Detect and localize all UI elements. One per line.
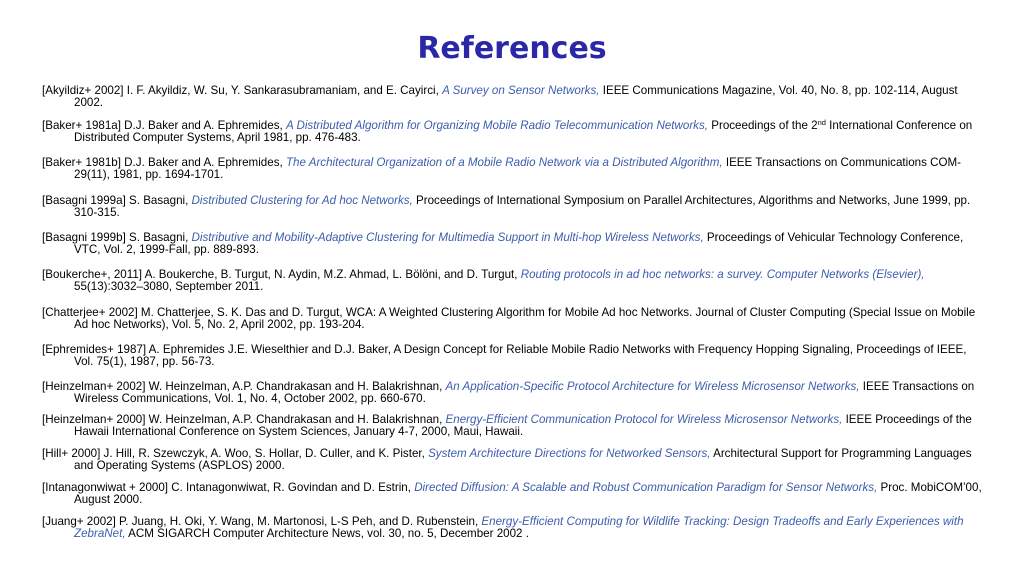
reference-item <box>42 195 987 220</box>
reference-text: [Baker+ 1981a] D.J. Baker and A. Ephremides, <box>42 119 286 132</box>
reference-item <box>42 414 987 439</box>
reference-title: Routing protocols in ad hoc networks: a survey. Computer Networks (Elsevier), <box>520 268 925 281</box>
reference-text: [Heinzelman+ 2002] W. Heinzelman, A.P. Chandrakasan and H. Balakrishnan, <box>42 380 446 393</box>
reference-text: IEEE Proceedings of the Hawaii International Conference on System Sciences, January 4-7, 2000, Maui, Hawaii. <box>74 413 972 439</box>
reference-text: [Baker+ 1981b] D.J. Baker and A. Ephremides, <box>42 156 286 169</box>
reference-text: [Basagni 1999a] S. Basagni, <box>42 194 192 207</box>
reference-item <box>42 120 987 145</box>
reference-item <box>42 85 987 110</box>
reference-title: An Application-Specific Protocol Architecture for Wireless Microsensor Networks, <box>445 380 860 393</box>
reference-text: [Ephremides+ 1987] A. Ephremides J.E. Wieselthier and D.J. Baker, A Design Concept for Reliable Mobile Radio Networks with Frequency Hopping Signaling, Proceedings of IEEE, Vol. 75(1), 1987, pp. 56-73. <box>42 343 967 369</box>
reference-text: IEEE Communications Magazine, Vol. 40, No. 8, pp. 102-114, August 2002. <box>74 84 958 110</box>
reference-text: IEEE Transactions on Wireless Communications, Vol. 1, No. 4, October 2002, pp. 660-670. <box>74 380 975 406</box>
reference-item <box>42 157 987 182</box>
reference-title: Directed Diffusion: A Scalable and Robust Communication Paradigm for Sensor Networks, <box>414 481 878 494</box>
reference-item <box>42 448 987 473</box>
reference-text: [Basagni 1999b] S. Basagni, <box>42 231 192 244</box>
reference-text: IEEE Transactions on Communications COM-29(11), 1981, pp. 1694-1701. <box>74 156 962 182</box>
reference-text: [Chatterjee+ 2002] M. Chatterjee, S. K. Das and D. Turgut, WCA: A Weighted Clustering Algorithm for Mobile Ad hoc Networks. Journal of Cluster Computing (Special Issue on Mobile Ad hoc Networks), Vol. 5, No. 2, April 2002, pp. 193-204. <box>42 306 976 332</box>
reference-text: [Juang+ 2002] P. Juang, H. Oki, Y. Wang, M. Martonosi, L-S Peh, and D. Rubenstein, <box>42 515 482 528</box>
reference-text: Proceedings of Vehicular Technology Conference, VTC, Vol. 2, 1999-Fall, pp. 889-893. <box>74 231 964 257</box>
reference-item <box>42 482 987 507</box>
reference-title: A Survey on Sensor Networks, <box>442 84 600 97</box>
reference-item <box>42 516 987 541</box>
reference-text: [Hill+ 2000] J. Hill, R. Szewczyk, A. Woo, S. Hollar, D. Culler, and K. Pister, <box>42 447 429 460</box>
reference-title: System Architecture Directions for Networked Sensors, <box>428 447 711 460</box>
reference-title: Distributive and Mobility-Adaptive Clustering for Multimedia Support in Multi-hop Wireless Networks, <box>191 231 704 244</box>
reference-text: [Akyildiz+ 2002] I. F. Akyildiz, W. Su, Y. Sankarasubramaniam, and E. Cayirci, <box>42 84 443 97</box>
reference-text: Architectural Support for Programming Languages and Operating Systems (ASPLOS) 2000. <box>74 447 972 473</box>
reference-title: Distributed Clustering for Ad hoc Networks, <box>191 194 413 207</box>
reference-item <box>42 381 987 406</box>
reference-text: Proceedings of the 2 <box>708 119 818 132</box>
reference-title: A Distributed Algorithm for Organizing Mobile Radio Telecommunication Networks, <box>285 119 708 132</box>
page-title: References <box>417 31 607 66</box>
reference-item <box>42 269 987 294</box>
reference-text: 55(13):3032–3080, September 2011. <box>74 280 264 294</box>
reference-item <box>42 344 987 369</box>
reference-item <box>42 232 987 257</box>
superscript: nd <box>817 118 826 127</box>
reference-text: Proceedings of International Symposium on Parallel Architectures, Algorithms and Networks, June 1999, pp. 310-315. <box>74 194 971 220</box>
reference-item <box>42 307 987 332</box>
reference-title: Energy-Efficient Communication Protocol for Wireless Microsensor Networks, <box>445 413 843 426</box>
reference-text: ACM SIGARCH Computer Architecture News, vol. 30, no. 5, December 2002 . <box>125 527 529 541</box>
reference-title: The Architectural Organization of a Mobile Radio Network via a Distributed Algorithm, <box>285 156 723 169</box>
reference-text: [Intanagonwiwat + 2000] C. Intanagonwiwat, R. Govindan and D. Estrin, <box>42 481 415 494</box>
reference-text: Proc. MobiCOM’00, August 2000. <box>74 481 982 507</box>
reference-title: Energy-Efficient Computing for Wildlife Tracking: Design Tradeoffs and Early Experiences with ZebraNet, <box>74 515 964 541</box>
reference-text: International Conference on Distributed Computer Systems, April 1981, pp. 476-483. <box>74 119 973 145</box>
reference-text: [Boukerche+, 2011] A. Boukerche, B. Turgut, N. Aydin, M.Z. Ahmad, L. Bölöni, and D. Turgut, <box>42 268 521 281</box>
reference-text: [Heinzelman+ 2000] W. Heinzelman, A.P. Chandrakasan and H. Balakrishnan, <box>42 413 446 426</box>
